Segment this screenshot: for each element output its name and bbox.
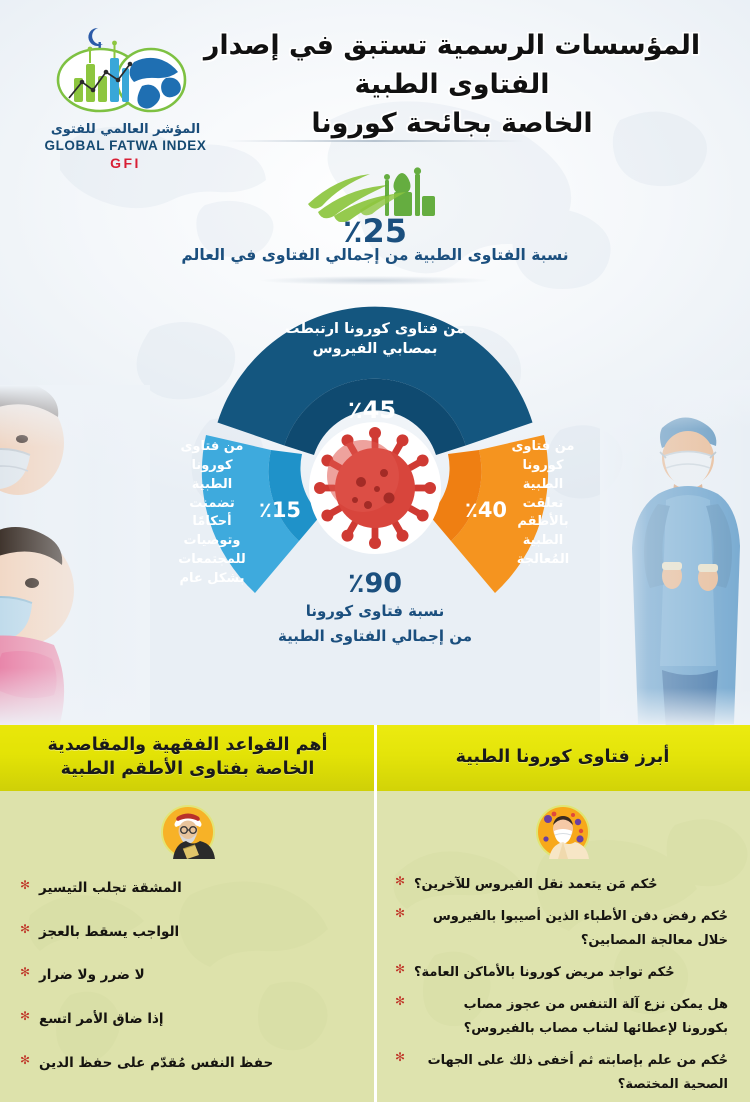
photo-surgeon — [600, 380, 750, 730]
donut-label-left: من فتاوى كورونا الطبية تضمنت أحكامًا وتوصيات للمجتمعات بشكل عام — [178, 439, 246, 586]
hero-percent: ٪25 — [342, 212, 408, 250]
list-item[interactable] — [19, 1008, 353, 1032]
hero-stat — [0, 160, 750, 290]
hero-shadow — [260, 276, 490, 285]
list-item-label: حُكم مَن يتعمد نقل الفيروس للآخرين؟ — [414, 877, 658, 892]
donut-value-top: ٪45 — [348, 396, 397, 424]
list-item[interactable] — [19, 964, 353, 988]
bullet-dot-icon: ✻ — [19, 1008, 30, 1023]
list-item-label: حفظ النفس مُقدّم على حفظ الدين — [39, 1054, 274, 1071]
list-item[interactable] — [19, 1052, 353, 1076]
bullet-dot-icon: ✻ — [394, 994, 405, 1009]
bullet-dot-icon: ✻ — [19, 878, 30, 892]
list-item[interactable] — [394, 905, 728, 953]
panel-title-top-fatwas: أبرز فتاوى كورونا الطبية — [455, 747, 670, 768]
list-item-label: حُكم تواجد مريض كورونا بالأماكن العامة؟ — [414, 965, 675, 981]
logo-abbreviation: GFI — [110, 155, 141, 171]
scholar-avatar-icon — [161, 805, 215, 859]
masked-patient-avatar-icon — [536, 805, 590, 859]
donut-value-right: ٪40 — [465, 498, 508, 522]
bottom-stat-percent: ٪90 — [347, 568, 403, 599]
bullet-dot-icon: ✻ — [394, 1050, 405, 1065]
list-item[interactable] — [394, 961, 728, 985]
list-item-label: هل يمكن نزع آلة التنفس من عجوز مصاب بكورونا لإعطائها لشاب مصاب بالفيروس؟ — [463, 997, 728, 1037]
panel-divider — [374, 725, 377, 1102]
panel-fiqh-rules — [0, 725, 375, 1102]
list-item[interactable] — [394, 873, 728, 897]
fiqh-rules-list — [0, 859, 375, 1075]
list-item-label: الواجب يسقط بالعجز — [39, 923, 180, 940]
bullet-dot-icon: ✻ — [394, 962, 405, 977]
logo-english-name: GLOBAL FATWA INDEX — [44, 138, 207, 153]
list-item-label: المشقة تجلب التيسير — [39, 880, 182, 896]
logo-arabic-name: المؤشر العالمي للفتوى — [50, 122, 201, 137]
panel-title-fiqh-rules: أهم القواعد الفقهية والمقاصدية الخاصة بفتاوى الأطقم الطبية — [47, 735, 328, 779]
bullet-dot-icon: ✻ — [394, 906, 405, 921]
list-item-label: حُكم رفض دفن الأطباء الذين أصيبوا بالفيروس خلال معالجة المصابين؟ — [432, 909, 728, 949]
list-item[interactable] — [394, 993, 728, 1041]
list-item[interactable] — [394, 1049, 728, 1097]
bottom-stat — [165, 570, 585, 647]
title-divider — [225, 140, 525, 142]
bullet-dot-icon: ✻ — [19, 1052, 30, 1067]
list-item[interactable] — [19, 921, 353, 945]
list-item-label: إذا ضاق الأمر اتسع — [39, 1010, 164, 1027]
list-item-label: لا ضرر ولا ضرار — [39, 967, 145, 984]
bottom-stat-line-2: من إجمالي الفتاوى الطبية — [277, 626, 473, 645]
bottom-stat-line-1: نسبة فتاوى كورونا — [305, 602, 445, 621]
hero-caption: نسبة الفتاوى الطبية من إجمالي الفتاوى في العالم — [181, 246, 569, 264]
fatwa-list — [375, 859, 750, 1097]
bullet-dot-icon: ✻ — [19, 965, 30, 980]
donut-value-left: ٪15 — [259, 498, 302, 522]
panel-header-fiqh-rules — [0, 725, 375, 791]
panel-header-top-fatwas — [375, 725, 750, 791]
list-item[interactable] — [19, 877, 353, 901]
header — [0, 0, 750, 171]
page-title-line-2: الخاصة بجائحة كورونا — [311, 108, 593, 140]
page-title — [182, 26, 722, 143]
panel-top-fatwas — [375, 725, 750, 1102]
photo-masked-mother-and-child — [0, 385, 150, 730]
bullet-dot-icon: ✻ — [394, 874, 405, 888]
list-item-label: حُكم من علم بإصابته ثم أخفى ذلك على الجهات الصحية المختصة؟ — [427, 1053, 728, 1093]
donut-label-top: من فتاوى كورونا ارتبطت بمصابي الفيروس — [284, 321, 466, 357]
bullet-dot-icon: ✻ — [19, 921, 30, 936]
page-title-line-1: المؤسسات الرسمية تستبق في إصدار الفتاوى الطبية — [203, 30, 701, 101]
donut-label-right: من فتاوى كورونا الطبية تعلقت بالأطقم الطبية المُعالجة — [511, 439, 575, 568]
